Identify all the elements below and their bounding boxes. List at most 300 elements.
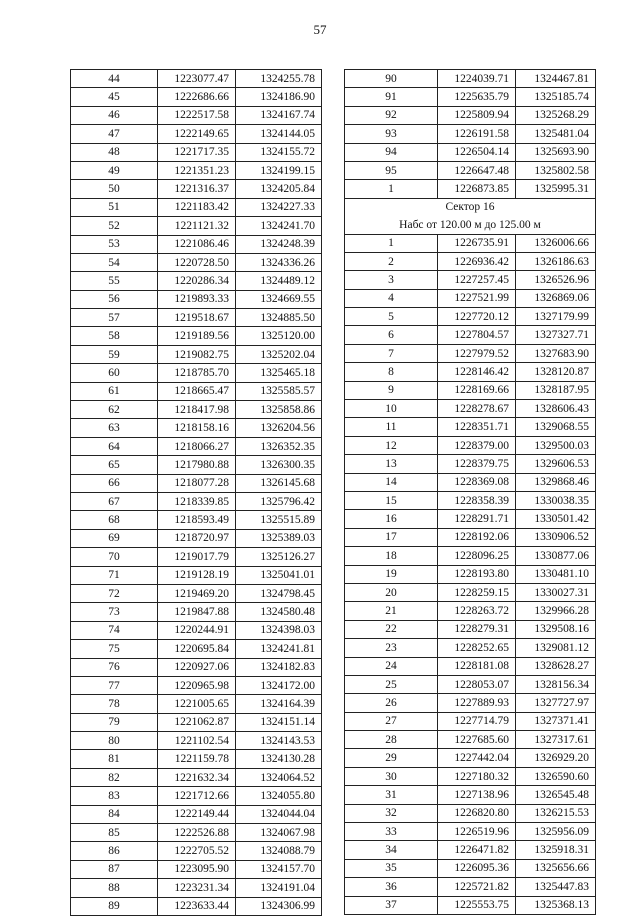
table-row bbox=[71, 603, 322, 621]
table-row bbox=[71, 695, 322, 713]
coord-x: 1228169.66 bbox=[438, 381, 516, 399]
coord-x: 1219469.20 bbox=[158, 584, 236, 602]
point-number: 87 bbox=[71, 860, 158, 878]
point-number: 6 bbox=[345, 326, 438, 344]
table-row bbox=[71, 879, 322, 897]
point-number: 76 bbox=[71, 658, 158, 676]
table-row bbox=[345, 657, 596, 675]
table-row bbox=[345, 180, 596, 198]
coord-y: 1326352.35 bbox=[236, 437, 322, 455]
coord-y: 1327327.71 bbox=[516, 326, 596, 344]
point-number: 93 bbox=[345, 125, 438, 143]
table-row bbox=[71, 88, 322, 106]
coord-y: 1324164.39 bbox=[236, 695, 322, 713]
point-number: 85 bbox=[71, 824, 158, 842]
table-row bbox=[71, 842, 322, 860]
coord-y: 1324151.14 bbox=[236, 713, 322, 731]
table-row bbox=[71, 125, 322, 143]
coord-x: 1228358.39 bbox=[438, 491, 516, 509]
coord-y: 1324248.39 bbox=[236, 235, 322, 253]
coord-y: 1325126.27 bbox=[236, 548, 322, 566]
point-number: 1 bbox=[345, 234, 438, 252]
coord-y: 1324467.81 bbox=[516, 70, 596, 88]
coord-y: 1324199.15 bbox=[236, 161, 322, 179]
coord-x: 1219128.19 bbox=[158, 566, 236, 584]
coord-y: 1324143.53 bbox=[236, 732, 322, 750]
coord-x: 1225721.82 bbox=[438, 878, 516, 896]
table-row bbox=[345, 106, 596, 124]
coord-x: 1221159.78 bbox=[158, 750, 236, 768]
coord-y: 1326869.06 bbox=[516, 289, 596, 307]
sector-subtitle-row bbox=[345, 216, 596, 234]
point-number: 8 bbox=[345, 363, 438, 381]
table-row bbox=[71, 621, 322, 639]
table-row bbox=[71, 235, 322, 253]
point-number: 55 bbox=[71, 272, 158, 290]
coord-x: 1228053.07 bbox=[438, 675, 516, 693]
coord-y: 1329868.46 bbox=[516, 473, 596, 491]
point-number: 26 bbox=[345, 694, 438, 712]
table-row bbox=[345, 88, 596, 106]
table-row bbox=[345, 510, 596, 528]
coord-y: 1325956.09 bbox=[516, 823, 596, 841]
coord-y: 1325656.66 bbox=[516, 859, 596, 877]
point-number: 15 bbox=[345, 491, 438, 509]
coord-y: 1325268.29 bbox=[516, 106, 596, 124]
coordinates-table-left bbox=[70, 69, 322, 916]
table-row bbox=[345, 804, 596, 822]
point-number: 9 bbox=[345, 381, 438, 399]
coord-y: 1325515.89 bbox=[236, 511, 322, 529]
coord-x: 1228379.75 bbox=[438, 455, 516, 473]
coord-y: 1326215.53 bbox=[516, 804, 596, 822]
table-row bbox=[71, 732, 322, 750]
point-number: 21 bbox=[345, 602, 438, 620]
point-number: 67 bbox=[71, 492, 158, 510]
table-row bbox=[345, 455, 596, 473]
point-number: 48 bbox=[71, 143, 158, 161]
coord-y: 1325802.58 bbox=[516, 161, 596, 179]
coord-x: 1218158.16 bbox=[158, 419, 236, 437]
coord-x: 1218720.97 bbox=[158, 529, 236, 547]
coord-y: 1324241.81 bbox=[236, 640, 322, 658]
table-row bbox=[71, 676, 322, 694]
sector-title-row bbox=[345, 198, 596, 216]
point-number: 81 bbox=[71, 750, 158, 768]
coord-x: 1226820.80 bbox=[438, 804, 516, 822]
coord-x: 1220728.50 bbox=[158, 253, 236, 271]
coord-y: 1326590.60 bbox=[516, 767, 596, 785]
coord-y: 1324167.74 bbox=[236, 106, 322, 124]
point-number: 50 bbox=[71, 180, 158, 198]
coord-x: 1224039.71 bbox=[438, 70, 516, 88]
point-number: 70 bbox=[71, 548, 158, 566]
coord-x: 1218339.85 bbox=[158, 492, 236, 510]
point-number: 88 bbox=[71, 879, 158, 897]
point-number: 33 bbox=[345, 823, 438, 841]
coord-x: 1227138.96 bbox=[438, 786, 516, 804]
point-number: 23 bbox=[345, 639, 438, 657]
coord-x: 1225553.75 bbox=[438, 896, 516, 914]
coord-y: 1324669.55 bbox=[236, 290, 322, 308]
coord-x: 1221183.42 bbox=[158, 198, 236, 216]
table-row bbox=[345, 234, 596, 252]
coord-x: 1228279.31 bbox=[438, 620, 516, 638]
coord-x: 1223077.47 bbox=[158, 70, 236, 88]
table-row bbox=[345, 418, 596, 436]
point-number: 28 bbox=[345, 731, 438, 749]
coord-y: 1326186.63 bbox=[516, 252, 596, 270]
table-row bbox=[71, 566, 322, 584]
coord-x: 1227521.99 bbox=[438, 289, 516, 307]
point-number: 91 bbox=[345, 88, 438, 106]
coord-x: 1226873.85 bbox=[438, 180, 516, 198]
coord-y: 1327727.97 bbox=[516, 694, 596, 712]
table-row bbox=[345, 308, 596, 326]
coord-x: 1221005.65 bbox=[158, 695, 236, 713]
point-number: 86 bbox=[71, 842, 158, 860]
coord-x: 1223231.34 bbox=[158, 879, 236, 897]
coord-y: 1325041.01 bbox=[236, 566, 322, 584]
point-number: 37 bbox=[345, 896, 438, 914]
coord-y: 1328156.34 bbox=[516, 675, 596, 693]
table-row bbox=[71, 345, 322, 363]
point-number: 1 bbox=[345, 180, 438, 198]
table-row bbox=[71, 787, 322, 805]
coord-y: 1324489.12 bbox=[236, 272, 322, 290]
page-number: 57 bbox=[313, 22, 327, 37]
table-row bbox=[71, 217, 322, 235]
point-number: 11 bbox=[345, 418, 438, 436]
point-number: 61 bbox=[71, 382, 158, 400]
table-row bbox=[71, 198, 322, 216]
table-row bbox=[345, 473, 596, 491]
coord-x: 1227685.60 bbox=[438, 731, 516, 749]
coord-y: 1325368.13 bbox=[516, 896, 596, 914]
coord-y: 1325693.90 bbox=[516, 143, 596, 161]
coord-x: 1225635.79 bbox=[438, 88, 516, 106]
coord-x: 1228351.71 bbox=[438, 418, 516, 436]
table-row bbox=[71, 180, 322, 198]
coord-y: 1326545.48 bbox=[516, 786, 596, 804]
coord-y: 1326204.56 bbox=[236, 419, 322, 437]
point-number: 89 bbox=[71, 897, 158, 915]
table-row bbox=[71, 860, 322, 878]
table-row bbox=[345, 400, 596, 418]
coord-y: 1330501.42 bbox=[516, 510, 596, 528]
coord-y: 1325585.57 bbox=[236, 382, 322, 400]
coord-x: 1217980.88 bbox=[158, 456, 236, 474]
coord-x: 1227979.52 bbox=[438, 344, 516, 362]
point-number: 52 bbox=[71, 217, 158, 235]
point-number: 74 bbox=[71, 621, 158, 639]
coord-y: 1324157.70 bbox=[236, 860, 322, 878]
point-number: 82 bbox=[71, 768, 158, 786]
coord-x: 1228278.67 bbox=[438, 400, 516, 418]
table-row bbox=[345, 70, 596, 88]
point-number: 24 bbox=[345, 657, 438, 675]
coord-x: 1221717.35 bbox=[158, 143, 236, 161]
coord-x: 1221086.46 bbox=[158, 235, 236, 253]
point-number: 13 bbox=[345, 455, 438, 473]
coord-y: 1327683.90 bbox=[516, 344, 596, 362]
coord-y: 1325389.03 bbox=[236, 529, 322, 547]
coord-y: 1325120.00 bbox=[236, 327, 322, 345]
coord-y: 1329966.28 bbox=[516, 602, 596, 620]
coord-x: 1219082.75 bbox=[158, 345, 236, 363]
coord-x: 1222686.66 bbox=[158, 88, 236, 106]
coord-y: 1324241.70 bbox=[236, 217, 322, 235]
table-row bbox=[345, 896, 596, 914]
coord-x: 1222705.52 bbox=[158, 842, 236, 860]
table-row bbox=[345, 363, 596, 381]
coord-x: 1223095.90 bbox=[158, 860, 236, 878]
table-body-top bbox=[345, 70, 596, 199]
point-number: 27 bbox=[345, 712, 438, 730]
coord-x: 1227180.32 bbox=[438, 767, 516, 785]
point-number: 68 bbox=[71, 511, 158, 529]
coord-y: 1324055.80 bbox=[236, 787, 322, 805]
coord-y: 1330906.52 bbox=[516, 528, 596, 546]
coord-x: 1227442.04 bbox=[438, 749, 516, 767]
coord-y: 1327179.99 bbox=[516, 308, 596, 326]
coord-y: 1329068.55 bbox=[516, 418, 596, 436]
coord-y: 1330481.10 bbox=[516, 565, 596, 583]
coord-y: 1325465.18 bbox=[236, 364, 322, 382]
coord-y: 1326929.20 bbox=[516, 749, 596, 767]
point-number: 72 bbox=[71, 584, 158, 602]
point-number: 84 bbox=[71, 805, 158, 823]
point-number: 95 bbox=[345, 161, 438, 179]
table-row bbox=[71, 750, 322, 768]
coord-y: 1328120.87 bbox=[516, 363, 596, 381]
coord-y: 1324144.05 bbox=[236, 125, 322, 143]
coord-y: 1324044.04 bbox=[236, 805, 322, 823]
table-row bbox=[345, 620, 596, 638]
coord-x: 1220286.34 bbox=[158, 272, 236, 290]
table-row bbox=[71, 70, 322, 88]
coord-x: 1220244.91 bbox=[158, 621, 236, 639]
table-row bbox=[345, 161, 596, 179]
coord-y: 1324088.79 bbox=[236, 842, 322, 860]
point-number: 79 bbox=[71, 713, 158, 731]
coord-y: 1326300.35 bbox=[236, 456, 322, 474]
point-number: 62 bbox=[71, 401, 158, 419]
point-number: 56 bbox=[71, 290, 158, 308]
point-number: 16 bbox=[345, 510, 438, 528]
point-number: 92 bbox=[345, 106, 438, 124]
point-number: 75 bbox=[71, 640, 158, 658]
point-number: 29 bbox=[345, 749, 438, 767]
table-row bbox=[345, 143, 596, 161]
table-row bbox=[71, 253, 322, 271]
point-number: 5 bbox=[345, 308, 438, 326]
coord-x: 1226191.58 bbox=[438, 125, 516, 143]
table-row bbox=[345, 289, 596, 307]
coord-x: 1227720.12 bbox=[438, 308, 516, 326]
point-number: 19 bbox=[345, 565, 438, 583]
coord-y: 1328606.43 bbox=[516, 400, 596, 418]
coord-y: 1324336.26 bbox=[236, 253, 322, 271]
table-row bbox=[345, 344, 596, 362]
coord-x: 1228291.71 bbox=[438, 510, 516, 528]
table-row bbox=[345, 841, 596, 859]
point-number: 14 bbox=[345, 473, 438, 491]
table-body bbox=[71, 70, 322, 916]
point-number: 66 bbox=[71, 474, 158, 492]
coord-x: 1226504.14 bbox=[438, 143, 516, 161]
table-row bbox=[345, 565, 596, 583]
coord-y: 1329081.12 bbox=[516, 639, 596, 657]
table-row bbox=[345, 583, 596, 601]
point-number: 10 bbox=[345, 400, 438, 418]
point-number: 83 bbox=[71, 787, 158, 805]
table-row bbox=[71, 456, 322, 474]
point-number: 17 bbox=[345, 528, 438, 546]
coord-x: 1228192.06 bbox=[438, 528, 516, 546]
sector-title: Сектор 16 bbox=[345, 198, 596, 216]
point-number: 51 bbox=[71, 198, 158, 216]
coord-y: 1324067.98 bbox=[236, 824, 322, 842]
table-row bbox=[345, 602, 596, 620]
point-number: 53 bbox=[71, 235, 158, 253]
coord-y: 1328187.95 bbox=[516, 381, 596, 399]
table-row bbox=[71, 824, 322, 842]
coord-x: 1221316.37 bbox=[158, 180, 236, 198]
table-row bbox=[71, 419, 322, 437]
coord-x: 1218417.98 bbox=[158, 401, 236, 419]
point-number: 46 bbox=[71, 106, 158, 124]
coord-x: 1222517.58 bbox=[158, 106, 236, 124]
coord-y: 1326006.66 bbox=[516, 234, 596, 252]
coord-x: 1219189.56 bbox=[158, 327, 236, 345]
point-number: 64 bbox=[71, 437, 158, 455]
point-number: 45 bbox=[71, 88, 158, 106]
coord-y: 1325185.74 bbox=[516, 88, 596, 106]
coord-y: 1325995.31 bbox=[516, 180, 596, 198]
table-row bbox=[71, 382, 322, 400]
point-number: 57 bbox=[71, 309, 158, 327]
coord-x: 1221632.34 bbox=[158, 768, 236, 786]
coord-x: 1228193.80 bbox=[438, 565, 516, 583]
point-number: 80 bbox=[71, 732, 158, 750]
point-number: 12 bbox=[345, 436, 438, 454]
table-row bbox=[345, 381, 596, 399]
coord-y: 1328628.27 bbox=[516, 657, 596, 675]
point-number: 4 bbox=[345, 289, 438, 307]
coord-x: 1228259.15 bbox=[438, 583, 516, 601]
coord-x: 1226471.82 bbox=[438, 841, 516, 859]
coord-x: 1221351.23 bbox=[158, 161, 236, 179]
point-number: 3 bbox=[345, 271, 438, 289]
coord-x: 1220965.98 bbox=[158, 676, 236, 694]
point-number: 2 bbox=[345, 252, 438, 270]
coord-y: 1326145.68 bbox=[236, 474, 322, 492]
coord-y: 1326526.96 bbox=[516, 271, 596, 289]
table-row bbox=[71, 401, 322, 419]
table-row bbox=[71, 584, 322, 602]
table-row bbox=[71, 768, 322, 786]
coord-x: 1226735.91 bbox=[438, 234, 516, 252]
coord-x: 1225809.94 bbox=[438, 106, 516, 124]
table-row bbox=[71, 143, 322, 161]
table-row bbox=[71, 640, 322, 658]
table-body-bottom bbox=[345, 234, 596, 914]
table-row bbox=[71, 327, 322, 345]
coord-x: 1228096.25 bbox=[438, 547, 516, 565]
coordinates-table-right bbox=[344, 69, 596, 915]
point-number: 63 bbox=[71, 419, 158, 437]
point-number: 54 bbox=[71, 253, 158, 271]
sector-height-range: Набс от 120.00 м до 125.00 м bbox=[345, 216, 596, 234]
coord-y: 1324186.90 bbox=[236, 88, 322, 106]
coord-y: 1324182.83 bbox=[236, 658, 322, 676]
table-row bbox=[345, 547, 596, 565]
point-number: 34 bbox=[345, 841, 438, 859]
coord-y: 1324580.48 bbox=[236, 603, 322, 621]
point-number: 44 bbox=[71, 70, 158, 88]
point-number: 25 bbox=[345, 675, 438, 693]
coord-y: 1329606.53 bbox=[516, 455, 596, 473]
point-number: 35 bbox=[345, 859, 438, 877]
point-number: 78 bbox=[71, 695, 158, 713]
table-row bbox=[345, 675, 596, 693]
point-number: 71 bbox=[71, 566, 158, 584]
coord-y: 1327317.61 bbox=[516, 731, 596, 749]
table-row bbox=[345, 749, 596, 767]
coord-y: 1325202.04 bbox=[236, 345, 322, 363]
coord-x: 1221102.54 bbox=[158, 732, 236, 750]
coord-x: 1226647.48 bbox=[438, 161, 516, 179]
coord-y: 1330877.06 bbox=[516, 547, 596, 565]
coord-x: 1219017.79 bbox=[158, 548, 236, 566]
coord-x: 1223633.44 bbox=[158, 897, 236, 915]
coord-x: 1228379.00 bbox=[438, 436, 516, 454]
coord-y: 1327371.41 bbox=[516, 712, 596, 730]
coord-y: 1330038.35 bbox=[516, 491, 596, 509]
coord-y: 1324306.99 bbox=[236, 897, 322, 915]
coord-x: 1228181.08 bbox=[438, 657, 516, 675]
coord-x: 1221121.32 bbox=[158, 217, 236, 235]
coord-y: 1324205.84 bbox=[236, 180, 322, 198]
coord-x: 1219847.88 bbox=[158, 603, 236, 621]
coord-y: 1324064.52 bbox=[236, 768, 322, 786]
coord-x: 1218077.28 bbox=[158, 474, 236, 492]
point-number: 20 bbox=[345, 583, 438, 601]
table-row bbox=[71, 658, 322, 676]
sector-header bbox=[345, 198, 596, 234]
table-row bbox=[345, 639, 596, 657]
coord-x: 1222149.44 bbox=[158, 805, 236, 823]
coord-x: 1218066.27 bbox=[158, 437, 236, 455]
coord-x: 1221712.66 bbox=[158, 787, 236, 805]
table-row bbox=[345, 528, 596, 546]
coord-x: 1218785.70 bbox=[158, 364, 236, 382]
table-row bbox=[345, 326, 596, 344]
table-row bbox=[71, 364, 322, 382]
coord-y: 1324227.33 bbox=[236, 198, 322, 216]
point-number: 58 bbox=[71, 327, 158, 345]
point-number: 36 bbox=[345, 878, 438, 896]
coord-x: 1218593.49 bbox=[158, 511, 236, 529]
coord-x: 1219893.33 bbox=[158, 290, 236, 308]
coord-x: 1227257.45 bbox=[438, 271, 516, 289]
table-row bbox=[71, 805, 322, 823]
table-row bbox=[345, 823, 596, 841]
coord-x: 1222526.88 bbox=[158, 824, 236, 842]
coord-y: 1329508.16 bbox=[516, 620, 596, 638]
table-row bbox=[345, 767, 596, 785]
